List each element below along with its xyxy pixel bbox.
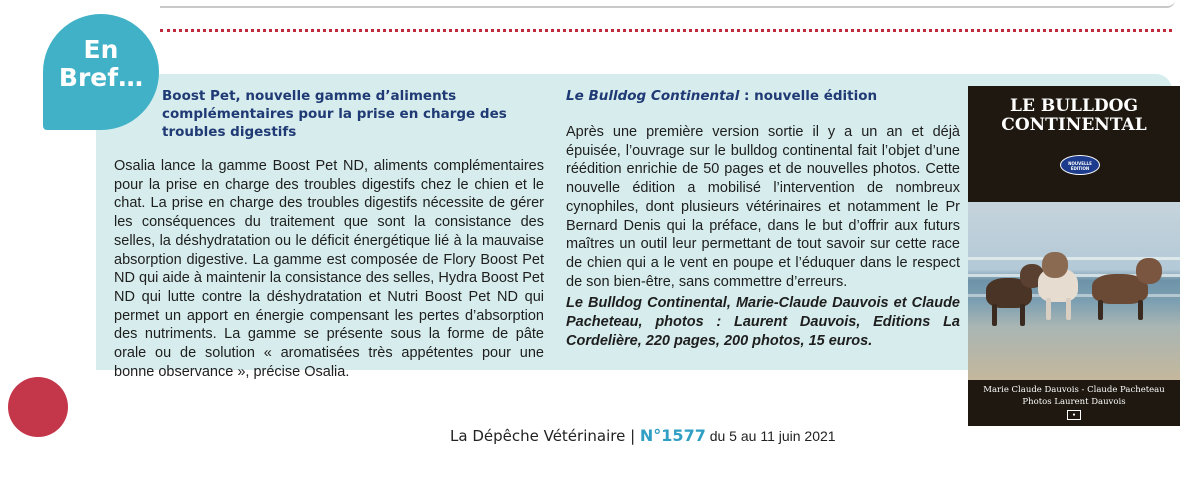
- section-badge-line2: Bref…: [58, 63, 144, 92]
- article-left: [114, 87, 544, 381]
- new-edition-badge: [1060, 155, 1100, 175]
- footer-publication-line: [450, 425, 836, 447]
- dotted-separator: [160, 29, 1172, 32]
- footer-issue-number: N°1577: [639, 426, 706, 445]
- book-citation: Le Bulldog Continental, Marie-Claude Dauvois et Claude Pacheteau, photos : Laurent Dauvois, Editions La Cordelière, 220 pages, 200 photos, 15 euros.: [566, 295, 960, 349]
- article-right-body: Après une première version sortie il y a un an et déjà épuisée, l’ouvrage sur le bulldog continental fait l’objet d’une réédition enrichie de 50 pages et de nouvelles photos. Cette nouvelle édition a mobilisé l’intervention de nombreux cynophiles, dont plusieurs vétérinaires et notamment le Pr Bernard Denis qui la préface, dans le but d’offrir aux futurs maîtres un outil leur permettant de tout savoir sur cette race de chien qui a le vent en poupe et l’éduquer dans le respect de son bien-être, sans commettre d’erreurs.: [566, 124, 960, 290]
- book-cover-authors: [968, 384, 1180, 408]
- article-right-heading-title: Le Bulldog Continental: [566, 88, 740, 104]
- book-cover-photo-dogs-beach: [968, 202, 1180, 380]
- top-border-rule: [160, 0, 1175, 8]
- article-left-body: Osalia lance la gamme Boost Pet ND, aliments complémentaires pour la prise en charge des troubles digestifs chez le chien et le chat. La prise en charge des troubles digestifs nécessite de gérer les conséquences du traitement que sont la consistance des selles, la déshydratation ou le déficit énergétique lié à la mauvaise absorption digestive. La gamme est composée de Flory Boost Pet ND qui aide à maintenir la consistance des selles, Hydra Boost Pet ND qui lutte contre la déshydratation et Nutri Boost Pet ND qui permet un apport en énergie compensant les pertes d’absorption des nutriments. La gamme se présente sous la forme de pâte orale ou de solution « aromatisées très appétentes pour une bonne observance », précise Osalia.: [114, 158, 544, 380]
- article-right-heading-rest: : nouvelle édition: [739, 88, 878, 104]
- new-edition-badge-line2: ÉDITION: [1070, 166, 1090, 171]
- publisher-logo-icon: ●: [1067, 410, 1081, 420]
- article-right: [566, 87, 960, 350]
- book-cover-title-line1: LE BULLDOG: [1010, 96, 1138, 116]
- book-cover-authors-line: Marie Claude Dauvois - Claude Pacheteau: [983, 385, 1165, 395]
- article-left-heading: Boost Pet, nouvelle gamme d’aliments complémentaires pour la prise en charge des troubles digestifs: [162, 88, 507, 140]
- new-edition-badge-line1: NOUVELLE: [1068, 161, 1092, 166]
- book-cover-photos-line: Photos Laurent Dauvois: [1022, 397, 1126, 407]
- footer-issue-dates: du 5 au 11 juin 2021: [705, 428, 836, 444]
- section-badge-line1: En: [83, 35, 119, 64]
- book-cover-image: [968, 86, 1180, 426]
- footer-magazine-name: La Dépêche Vétérinaire: [450, 427, 626, 445]
- book-cover-title-line2: CONTINENTAL: [1001, 115, 1147, 135]
- page-number: 20: [22, 20, 46, 39]
- page-number-circle: [8, 377, 68, 437]
- book-cover-title: [968, 97, 1180, 135]
- footer-separator: |: [625, 427, 640, 445]
- article-right-heading: [566, 87, 960, 105]
